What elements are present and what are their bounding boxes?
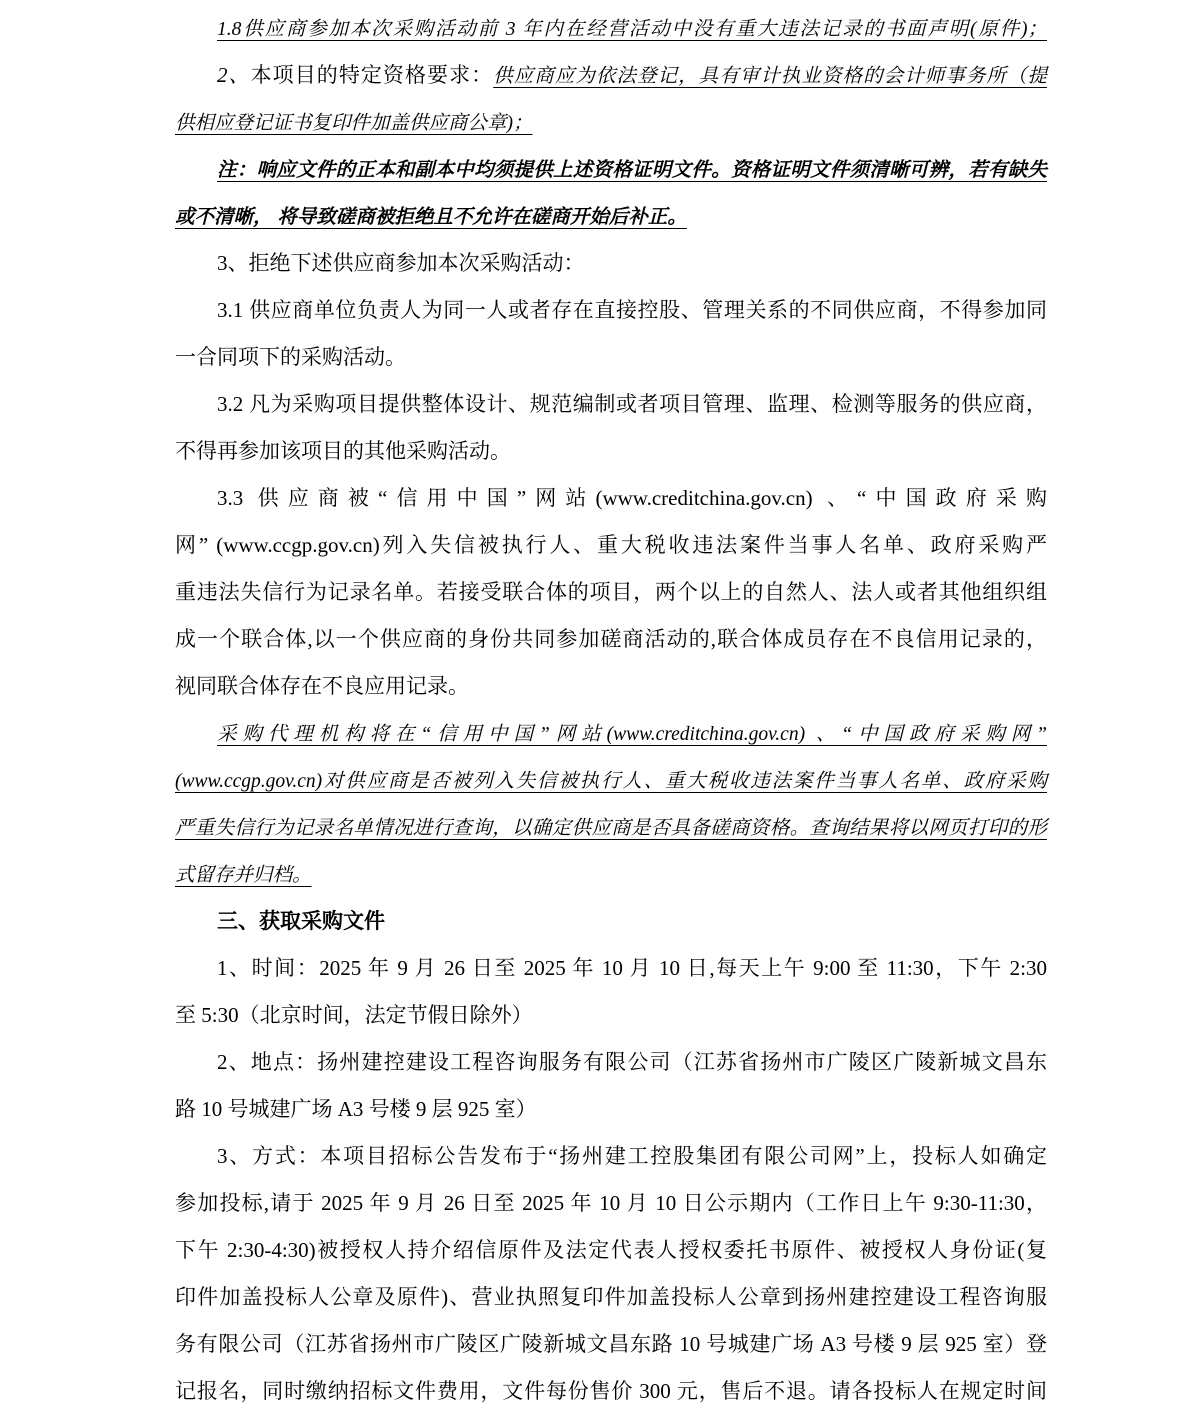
text-segment: 印件加盖投标人公章及原件)、营业执照复印件加盖投标人公章到扬州建控建设工程咨询服 bbox=[175, 1285, 1047, 1309]
document-line bbox=[175, 1133, 1047, 1180]
document-line bbox=[175, 522, 1047, 569]
text-segment: 参加投标,请于 2025 年 9 月 26 日至 2025 年 10 月 10 日公示期内（工作日上午 9:30-11:30， bbox=[175, 1191, 1047, 1215]
text-segment: 3.1 供应商单位负责人为同一人或者存在直接控股、管理关系的不同供应商，不得参加同 bbox=[217, 298, 1047, 322]
text-segment: 3、方式：本项目招标公告发布于“扬州建工控股集团有限公司网”上，投标人如确定 bbox=[217, 1144, 1047, 1168]
text-segment: 采购代理机构将在“信用中国”网站(www.creditchina.gov.cn) 、“中国政府采购网” bbox=[217, 724, 1047, 745]
document-line bbox=[175, 99, 1047, 146]
document-line bbox=[175, 1180, 1047, 1227]
document-line bbox=[175, 945, 1047, 992]
text-segment: 式留存并归档。 bbox=[175, 865, 312, 886]
text-segment: 3.2 凡为采购项目提供整体设计、规范编制或者项目管理、监理、检测等服务的供应商， bbox=[217, 392, 1047, 416]
text-segment: 供应商应为依法登记，具有审计执业资格的会计师事务所（提 bbox=[493, 66, 1047, 87]
text-segment: 1.8供应商参加本次采购活动前 3 年内在经营活动中没有重大违法记录的书面声明(原件)； bbox=[217, 19, 1047, 40]
text-segment: 1、时间：2025 年 9 月 26 日至 2025 年 10 月 10 日,每天上午 9:00 至 11:30，下午 2:30 bbox=[217, 956, 1047, 980]
text-segment: 网” (www.ccgp.gov.cn)列入失信被执行人、重大税收违法案件当事人名单、政府采购严 bbox=[175, 533, 1047, 557]
text-segment: 3.3 供应商被“信用中国”网站(www.creditchina.gov.cn) 、“中国政府采购 bbox=[217, 486, 1047, 510]
text-segment: 不得再参加该项目的其他采购活动。 bbox=[175, 439, 511, 463]
document-line bbox=[175, 1086, 1047, 1133]
document-body bbox=[175, 5, 1047, 1415]
text-segment: 至 5:30（北京时间，法定节假日除外） bbox=[175, 1003, 533, 1027]
text-segment: 严重失信行为记录名单情况进行查询，以确定供应商是否具备磋商资格。查询结果将以网页打印的形 bbox=[175, 818, 1047, 839]
text-segment: 成一个联合体,以一个供应商的身份共同参加磋商活动的,联合体成员存在不良信用记录的， bbox=[175, 627, 1047, 651]
document-line bbox=[175, 287, 1047, 334]
document-line bbox=[175, 5, 1047, 52]
text-segment: 视同联合体存在不良应用记录。 bbox=[175, 674, 469, 698]
text-segment: 注：响应文件的正本和副本中均须提供上述资格证明文件。资格证明文件须清晰可辨，若有缺失 bbox=[217, 160, 1047, 181]
text-segment: 一合同项下的采购活动。 bbox=[175, 345, 406, 369]
text-segment: 路 10 号城建广场 A3 号楼 9 层 925 室） bbox=[175, 1097, 537, 1121]
document-line bbox=[175, 569, 1047, 616]
text-segment: 3、拒绝下述供应商参加本次采购活动： bbox=[217, 251, 585, 275]
document-line bbox=[175, 851, 1047, 898]
document-line bbox=[175, 992, 1047, 1039]
text-segment: 2、地点：扬州建控建设工程咨询服务有限公司（江苏省扬州市广陵区广陵新城文昌东 bbox=[217, 1050, 1047, 1074]
text-segment: 下午 2:30-4:30)被授权人持介绍信原件及法定代表人授权委托书原件、被授权人身份证(复 bbox=[175, 1238, 1047, 1262]
text-segment: 或不清晰， 将导致磋商被拒绝且不允许在磋商开始后补正。 bbox=[175, 207, 687, 228]
document-line bbox=[175, 1321, 1047, 1368]
text-segment: 本项目的特定资格要求： bbox=[250, 63, 494, 87]
document-line bbox=[175, 1368, 1047, 1415]
document-line bbox=[175, 1274, 1047, 1321]
document-line bbox=[175, 804, 1047, 851]
text-segment: (www.ccgp.gov.cn)对供应商是否被列入失信被执行人、重大税收违法案件当事人名单、政府采购 bbox=[175, 771, 1047, 792]
document-line bbox=[175, 52, 1047, 99]
document-line bbox=[175, 334, 1047, 381]
text-segment: 供相应登记证书复印件加盖供应商公章)； bbox=[175, 113, 533, 134]
text-segment: 三、获取采购文件 bbox=[217, 909, 385, 933]
document-line bbox=[175, 1039, 1047, 1086]
document-line bbox=[175, 240, 1047, 287]
document-line bbox=[175, 381, 1047, 428]
document-line bbox=[175, 475, 1047, 522]
document-line bbox=[175, 898, 1047, 945]
document-line bbox=[175, 616, 1047, 663]
document-line bbox=[175, 428, 1047, 475]
text-segment: 记报名，同时缴纳招标文件费用，文件每份售价 300 元，售后不退。请各投标人在规定时间 bbox=[175, 1379, 1047, 1403]
document-line bbox=[175, 663, 1047, 710]
text-segment: 重违法失信行为记录名单。若接受联合体的项目，两个以上的自然人、法人或者其他组织组 bbox=[175, 580, 1047, 604]
text-segment: 2、 bbox=[217, 63, 251, 87]
document-line bbox=[175, 1227, 1047, 1274]
document-line bbox=[175, 193, 1047, 240]
document-line bbox=[175, 710, 1047, 757]
document-line bbox=[175, 757, 1047, 804]
text-segment: 务有限公司（江苏省扬州市广陵区广陵新城文昌东路 10 号城建广场 A3 号楼 9 层 925 室）登 bbox=[175, 1332, 1047, 1356]
document-line bbox=[175, 146, 1047, 193]
